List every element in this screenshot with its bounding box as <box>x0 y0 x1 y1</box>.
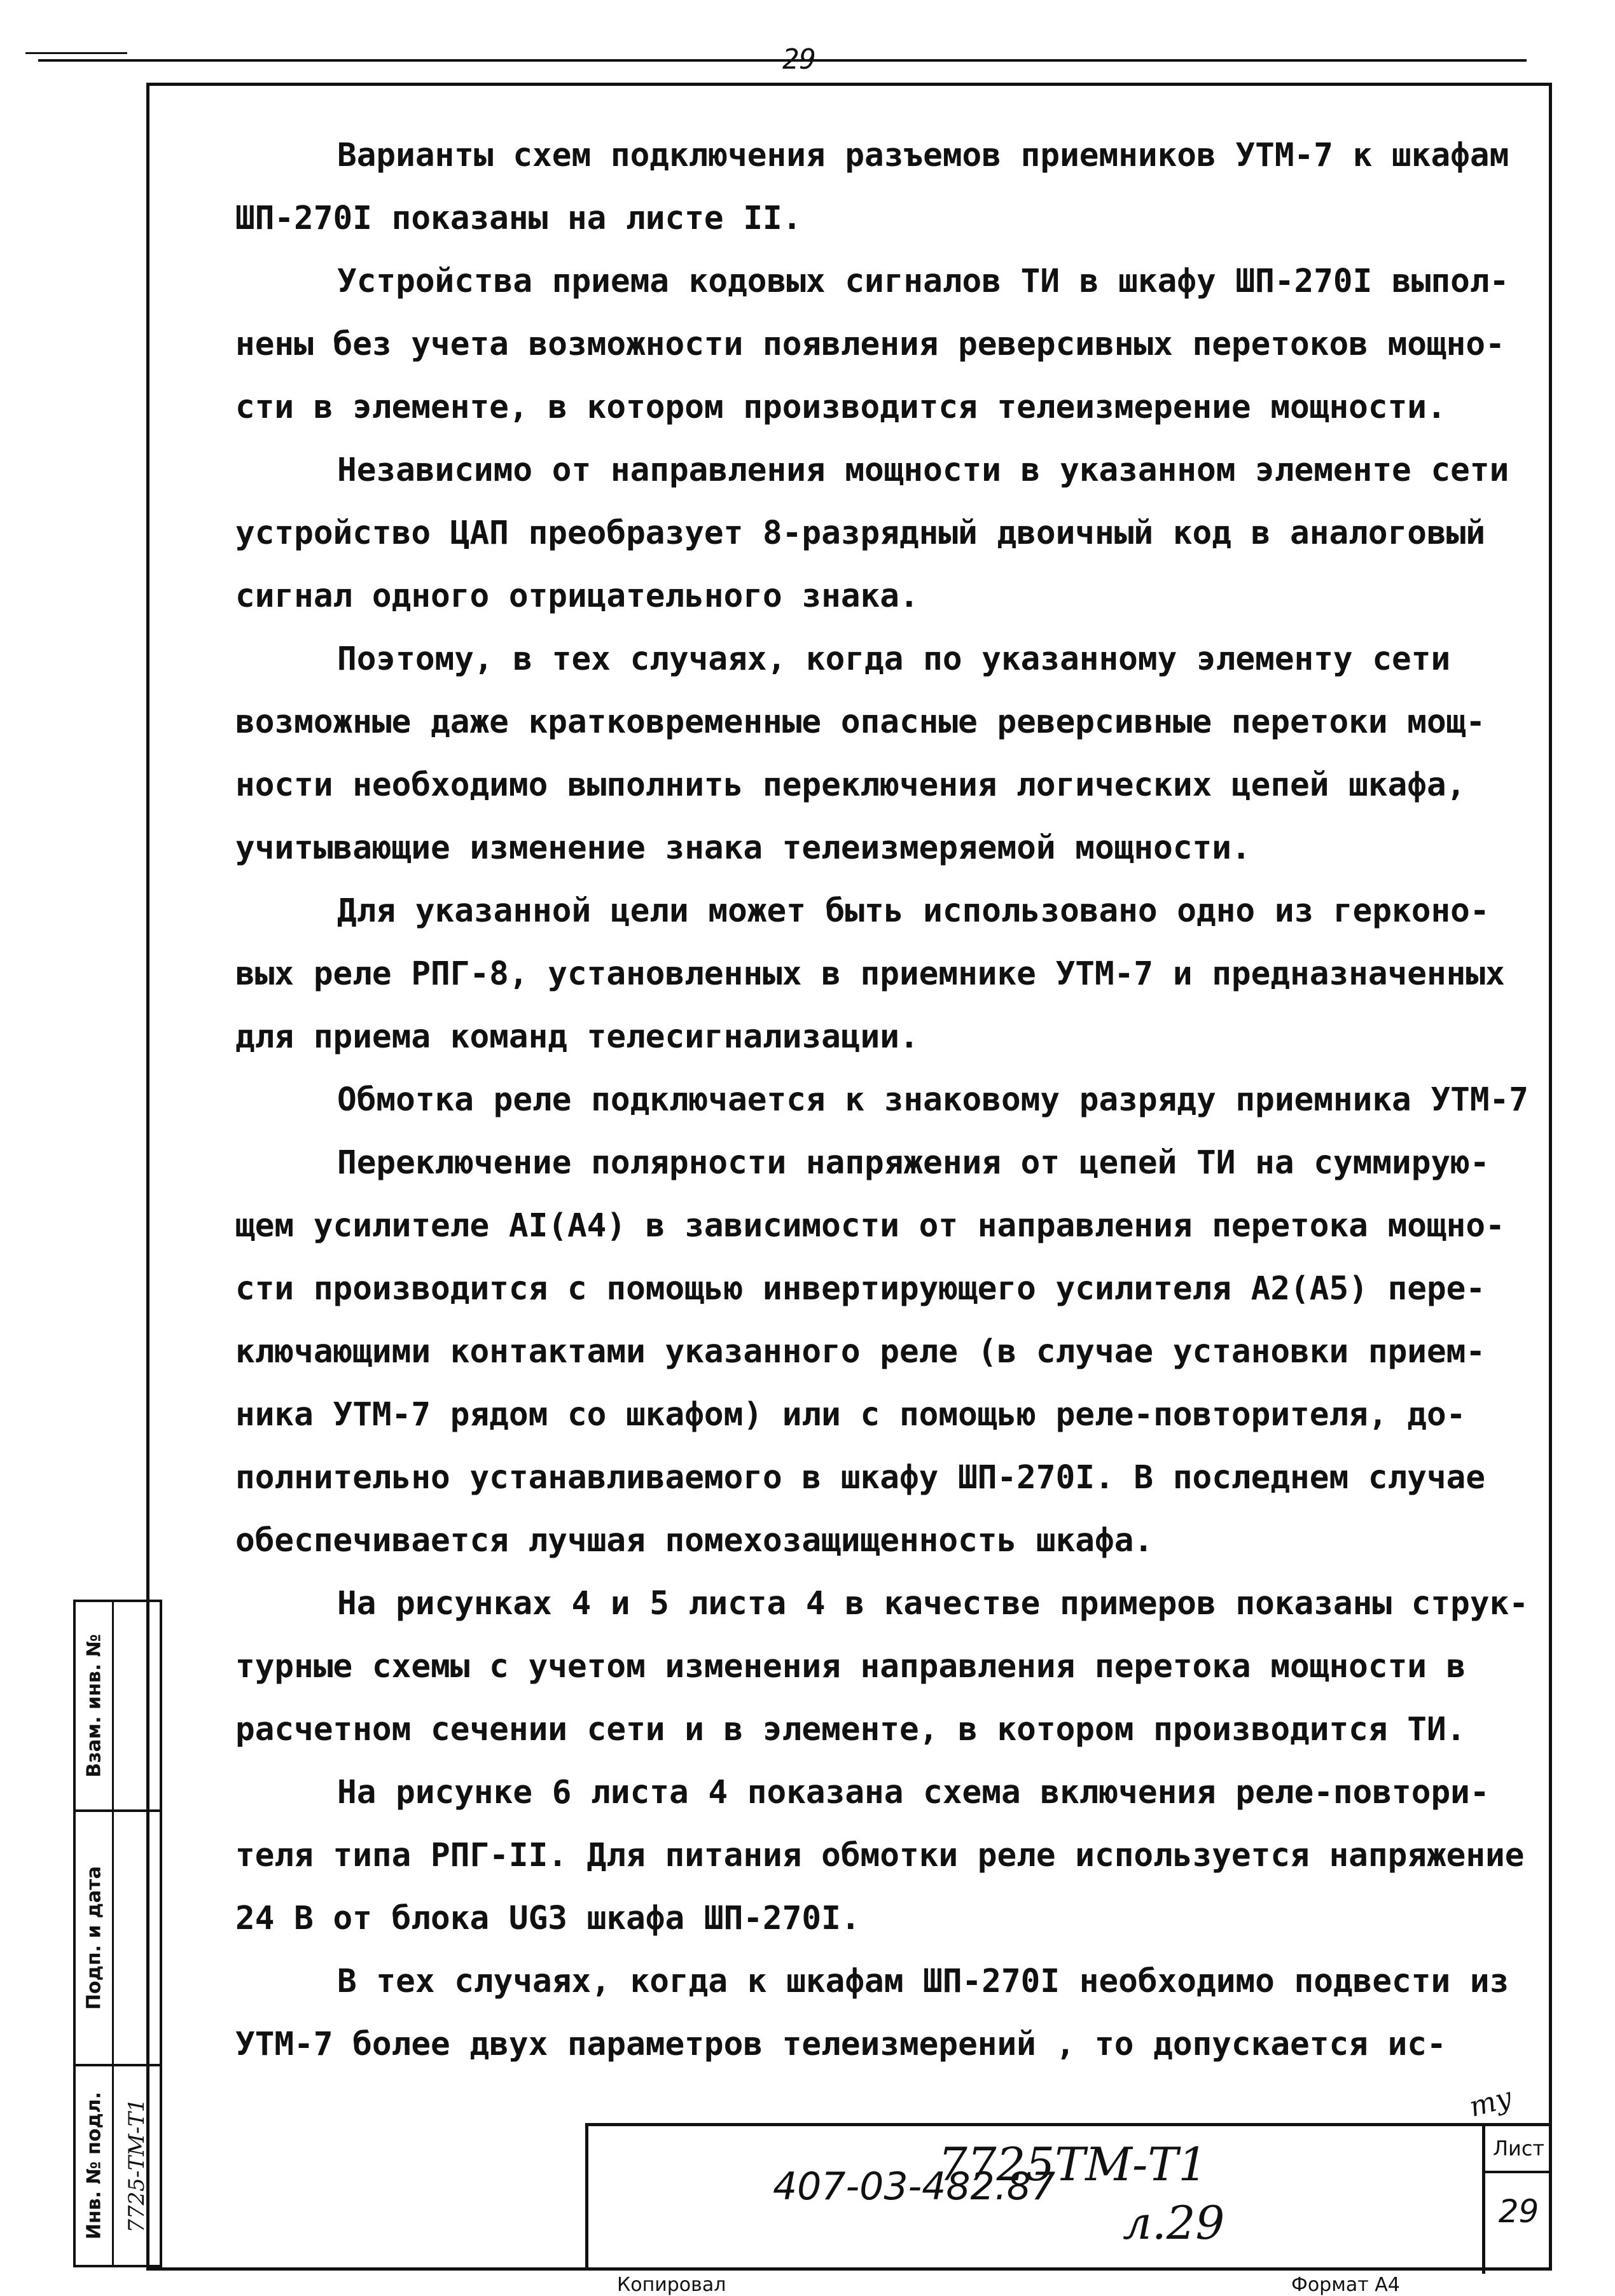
paragraph <box>235 1131 1527 1572</box>
text-line: Независимо от направления мощности в указанном элементе сети <box>337 452 1509 489</box>
stamp-value: 7725-ТМ-Т1 <box>124 2098 149 2233</box>
text-line: Переключение полярности напряжения от цепей ТИ на суммирую- <box>337 1144 1490 1182</box>
text-line: 24 В от блока UG3 шкафа ШП-270I. <box>235 1900 861 1937</box>
text-line: для приема команд телесигнализации. <box>235 1018 919 1056</box>
text-line: Обмотка реле подключается к знаковому разряду приемника УТМ-7 <box>337 1081 1528 1119</box>
stamp-label-wrap <box>76 1812 114 2064</box>
text-line: обеспечивается лучшая помехозащищенность шкафа. <box>235 1522 1154 1559</box>
stamp-cell-replaced-inv <box>76 1602 160 1812</box>
text-line: учитывающие изменение знака телеизмеряемой мощности. <box>235 829 1251 867</box>
title-block <box>585 2123 1552 2271</box>
page-number: 29 <box>782 43 816 76</box>
paragraph <box>235 439 1527 628</box>
text-line: щем усилителе АI(А4) в зависимости от направления перетока мощно- <box>235 1207 1505 1245</box>
text-line: вых реле РПГ-8, установленных в приемнике УТМ-7 и предназначенных <box>235 955 1505 993</box>
text-line: сти в элементе, в котором производится телеизмерение мощности. <box>235 389 1446 426</box>
body-text <box>235 124 1527 2076</box>
text-line: теля типа РПГ-II. Для питания обмотки реле используется напряжение <box>235 1837 1525 1874</box>
text-line: Для указанной цели может быть использовано одно из герконо- <box>337 892 1490 930</box>
paragraph <box>235 1950 1527 2076</box>
paragraph <box>235 1572 1527 1761</box>
stamp-cell-original-inv <box>76 2066 160 2265</box>
stamp-label: Подп. и дата <box>83 1865 105 2010</box>
sheet-number: 29 <box>1498 2193 1539 2230</box>
paragraph <box>235 1068 1527 1131</box>
stamp-label: Инв. № подл. <box>83 2091 105 2240</box>
stamp-label-wrap <box>76 2066 114 2265</box>
paragraph <box>235 124 1527 250</box>
text-line: расчетном сечении сети и в элементе, в котором производится ТИ. <box>235 1711 1466 1748</box>
paragraph <box>235 250 1527 439</box>
sheet-cell <box>1482 2126 1552 2274</box>
text-line: полнительно устанавливаемого в шкафу ШП-270I. В последнем случае <box>235 1459 1486 1497</box>
text-line: сигнал одного отрицательного знака. <box>235 577 919 615</box>
sheet-label: Лист <box>1485 2126 1552 2173</box>
text-line: Устройства приема кодовых сигналов ТИ в шкафу ШП-270I выпол- <box>337 263 1509 300</box>
paragraph <box>235 880 1527 1068</box>
top-rule-left <box>25 52 127 54</box>
stamp-cell-sign-date <box>76 1812 160 2066</box>
text-line: ключающими контактами указанного реле (в случае установки прием- <box>235 1333 1486 1371</box>
text-line: ности необходимо выполнить переключения логических цепей шкафа, <box>235 766 1466 804</box>
text-line: возможные даже кратковременные опасные реверсивные перетоки мощ- <box>235 703 1486 741</box>
text-line: нены без учета возможности появления реверсивных перетоков мощно- <box>235 326 1505 363</box>
text-line: На рисунке 6 листа 4 показана схема включения реле-повтори- <box>337 1774 1490 1811</box>
stamp-label-wrap <box>76 1602 114 1809</box>
paragraph <box>235 628 1527 880</box>
doc-code: 407-03-482.87 <box>773 2164 1056 2209</box>
margin-note: ту <box>1466 2081 1516 2124</box>
text-line: сти производится с помощью инвертирующего усилителя А2(А5) пере- <box>235 1270 1486 1308</box>
text-line: На рисунках 4 и 5 листа 4 в качестве примеров показаны струк- <box>337 1585 1528 1622</box>
text-line: Поэтому, в тех случаях, когда по указанному элементу сети <box>337 640 1451 678</box>
text-line: ника УТМ-7 рядом со шкафом) или с помощью реле-повторителя, до- <box>235 1396 1466 1434</box>
paragraph <box>235 1761 1527 1950</box>
stamp-label: Взам. инв. № <box>83 1634 105 1778</box>
stamp-strip <box>73 1600 162 2267</box>
text-line: Варианты схем подключения разъемов приемников УТМ-7 к шкафам <box>337 137 1509 174</box>
sheet-handwritten: л.29 <box>1123 2196 1225 2250</box>
doc-code-handwritten: 7725ТМ-Т1 <box>938 2138 1208 2191</box>
text-line: ШП-270I показаны на листе II. <box>235 200 802 237</box>
footer-copied: Копировал <box>617 2274 726 2296</box>
text-line: турные схемы с учетом изменения направления перетока мощности в <box>235 1648 1466 1685</box>
text-line: УТМ-7 более двух параметров телеизмерений , то допускается ис- <box>235 2026 1446 2063</box>
footer-format: Формат А4 <box>1291 2274 1400 2296</box>
text-line: устройство ЦАП преобразует 8-разрядный двоичный код в аналоговый <box>235 515 1486 552</box>
text-line: В тех случаях, когда к шкафам ШП-270I необходимо подвести из <box>337 1963 1509 2000</box>
